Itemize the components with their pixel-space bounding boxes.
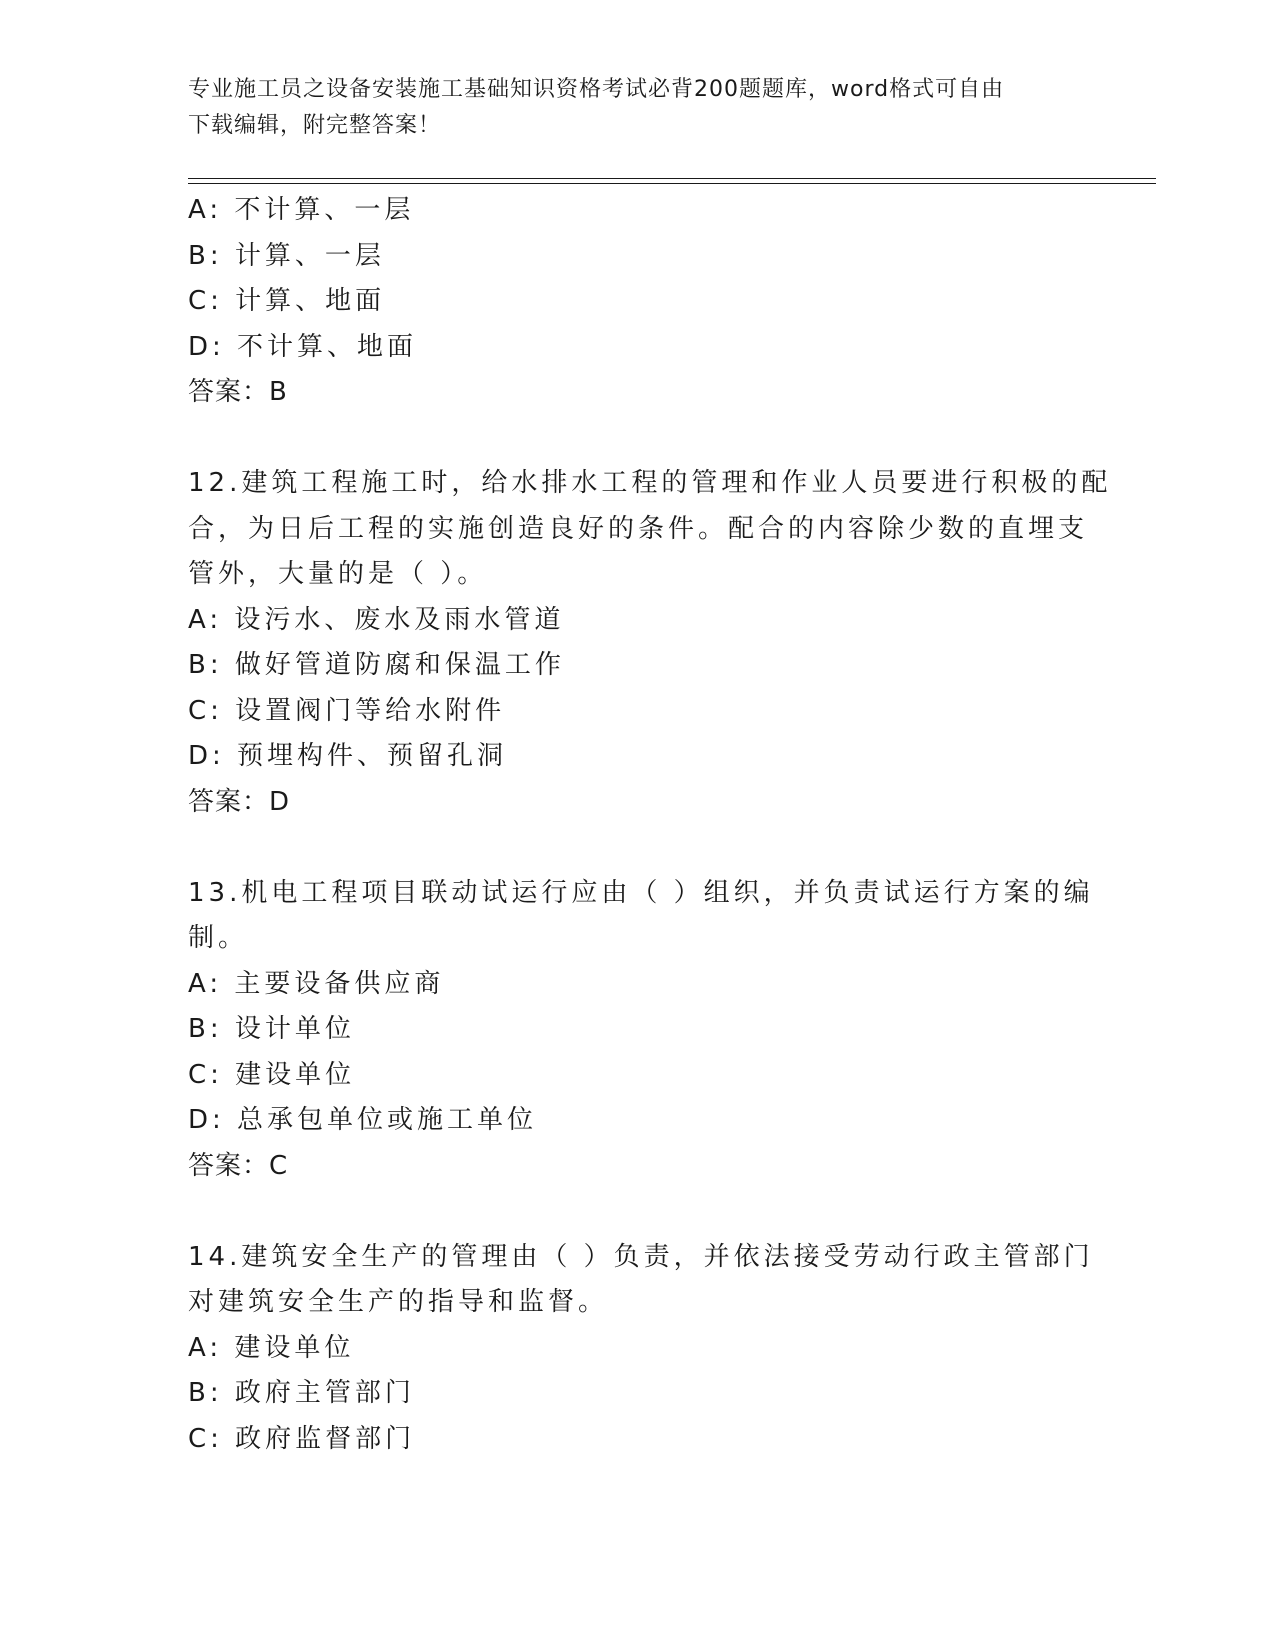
option-c: C: 计算、地面 bbox=[188, 286, 386, 316]
question-text-line: 13.机电工程项目联动试运行应由（ ）组织，并负责试运行方案的编 bbox=[188, 877, 1094, 908]
option-c: C: 设置阀门等给水附件 bbox=[188, 695, 506, 726]
option-b: B: 政府主管部门 bbox=[188, 1378, 415, 1408]
spacer bbox=[188, 825, 1088, 871]
option-a: A: 设污水、废水及雨水管道 bbox=[188, 604, 565, 635]
answer-line: 答案：B bbox=[188, 377, 288, 407]
option-c: C: 建设单位 bbox=[188, 1059, 356, 1090]
question-content bbox=[188, 188, 1112, 1462]
header-divider-bottom bbox=[188, 183, 1156, 184]
question-text-line: 合，为日后工程的实施创造良好的条件。配合的内容除少数的直埋支 bbox=[188, 513, 1089, 544]
option-d: D: 不计算、地面 bbox=[188, 331, 418, 362]
question-text-line: 对建筑安全生产的指导和监督。 bbox=[188, 1287, 609, 1317]
answer-line: 答案：D bbox=[188, 786, 291, 817]
spacer bbox=[188, 416, 1088, 462]
question-text-line: 管外，大量的是（ ）。 bbox=[188, 559, 488, 589]
option-b: B: 做好管道防腐和保温工作 bbox=[188, 650, 565, 680]
option-c: C: 政府监督部门 bbox=[188, 1423, 416, 1454]
option-d: D: 总承包单位或施工单位 bbox=[188, 1105, 538, 1135]
question-14-block bbox=[188, 1235, 1094, 1463]
header-divider-top bbox=[188, 178, 1156, 179]
option-a: A: 不计算、一层 bbox=[188, 195, 415, 225]
header-line-1: 专业施工员之设备安装施工基础知识资格考试必背200题题库，word格式可自由 bbox=[188, 77, 1005, 102]
question-12-block bbox=[188, 461, 1112, 825]
question-text-line: 制。 bbox=[188, 923, 249, 953]
question-text-line: 14.建筑安全生产的管理由（ ）负责，并依法接受劳动行政主管部门 bbox=[188, 1241, 1094, 1272]
option-b: B: 计算、一层 bbox=[188, 240, 385, 271]
option-b: B: 设计单位 bbox=[188, 1014, 355, 1044]
option-d: D: 预埋构件、预留孔洞 bbox=[188, 741, 508, 771]
document-header bbox=[188, 72, 1068, 144]
header-line-2: 下载编辑，附完整答案！ bbox=[188, 113, 442, 138]
option-a: A: 建设单位 bbox=[188, 1332, 355, 1363]
spacer bbox=[188, 1189, 1088, 1235]
question-text-line: 12.建筑工程施工时，给水排水工程的管理和作业人员要进行积极的配 bbox=[188, 468, 1112, 498]
question-13-block bbox=[188, 871, 1094, 1190]
answer-line: 答案：C bbox=[188, 1150, 289, 1181]
option-a: A: 主要设备供应商 bbox=[188, 968, 445, 999]
prev-question-block bbox=[188, 188, 1088, 416]
